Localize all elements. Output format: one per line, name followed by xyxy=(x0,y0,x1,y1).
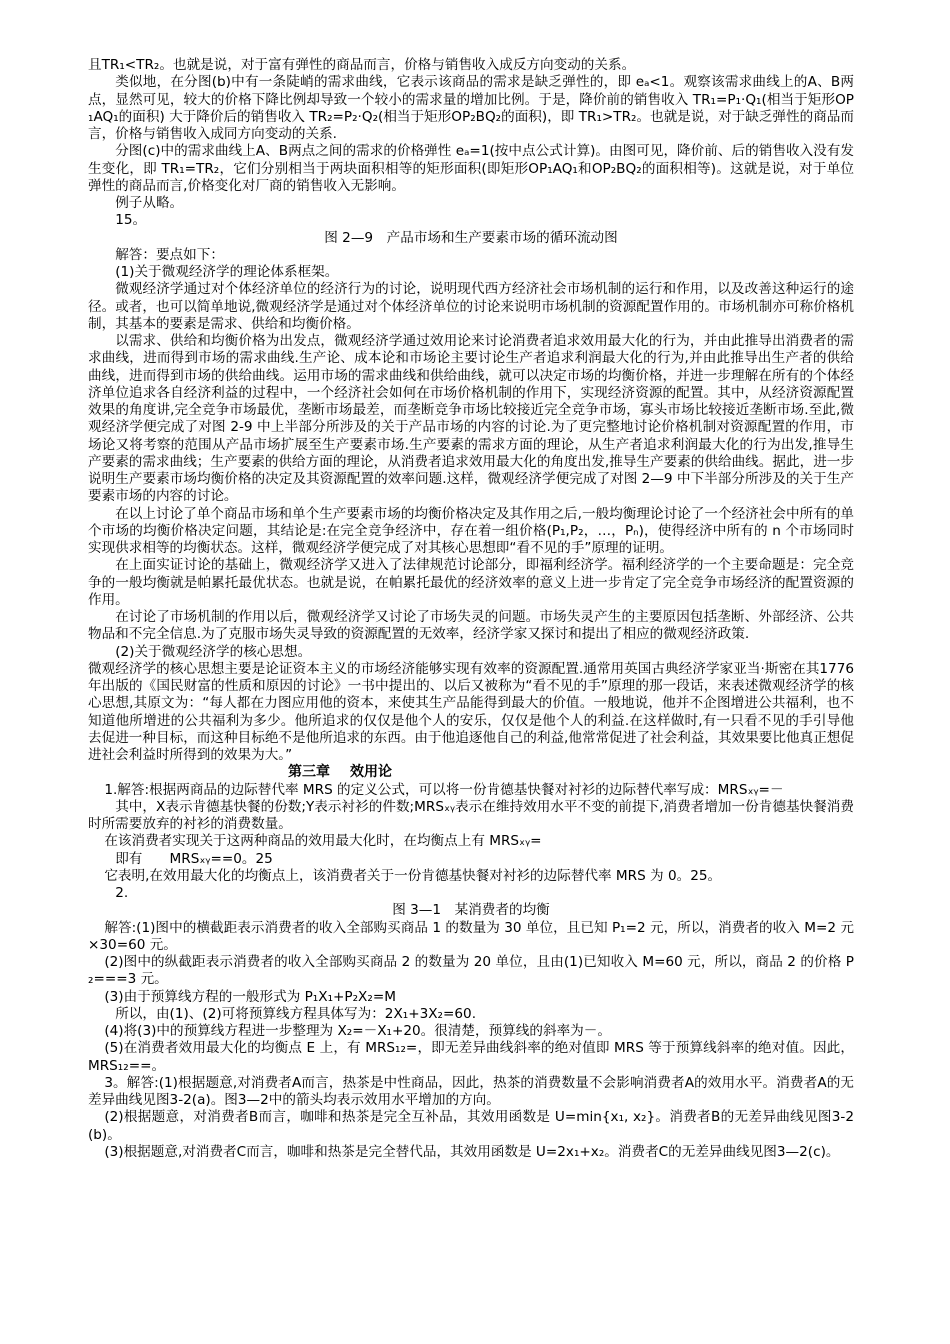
section-heading: (1)关于微观经济学的理论体系框架。 xyxy=(115,264,339,280)
paragraph: 3。解答:(1)根据题意,对消费者A而言，热茶是中性商品，因此，热茶的消费数量不会影响消费者A的效用水平。消费者A的无差异曲线见图3-2(a)。图3—2中的箭头均表示效用水平增加的方向。 xyxy=(88,1074,854,1108)
paragraph: (3)根据题意,对消费者C而言，咖啡和热茶是完全替代品，其效用函数是 U=2x₁+x₂。消费者C的无差异曲线见图3—2(c)。 xyxy=(104,1143,840,1160)
chapter-heading xyxy=(88,764,854,781)
paragraph: (2)图中的纵截距表示消费者的收入全部购买商品 2 的数量为 20 单位，且由(1)已知收入 M=60 元，所以，商品 2 的价格 P₂===3 元。 xyxy=(88,954,854,988)
chapter-number: 第三章 xyxy=(288,764,330,781)
paragraph: 微观经济学通过对个体经济单位的经济行为的讨论，说明现代西方经济社会市场机制的运行和作用，以及改善这种运行的途径。或者，也可以简单地说,微观经济学是通过对个体经济单位的讨论来说明市场机制的资源配置作用的。市场机制亦可称价格机制，其基本的要素是需求、供给和均衡价格。 xyxy=(88,281,854,332)
section-heading: (2)关于微观经济学的核心思想。 xyxy=(115,643,312,660)
paragraph: 解答:(1)图中的横截距表示消费者的收入全部购买商品 1 的数量为 30 单位，且已知 P₁=2 元，所以，消费者的收入 M=2 元×30=60 元。 xyxy=(88,919,854,953)
paragraph: 以需求、供给和均衡价格为出发点，微观经济学通过效用论来讨论消费者追求效用最大化的行为，并由此推导出消费者的需求曲线，进而得到市场的需求曲线.生产论、成本论和市场论主要讨论生产者追求利润最大化的行为,并由此推导出生产者的供给曲线，进而得到市场的供给曲线。运用市场的需求曲线和供给曲线，就可以决定市场的均衡价格，并进一步理解在所有的个体经济单位追求各自经济利益的过程中，一个经济社会如何在市场价格机制的作用下，实现经济资源的配置。其中，从经济资源配置效果的角度讲,完全竞争市场最优，垄断市场最差，而垄断竞争市场比较接近完全竞争市场，寡头市场比较接近垄断市场.至此,微观经济学便完成了对图 2-9 中上半部分所涉及的关于产品市场的内容的讨论.为了更完整地讨论价格机制对资源配置的作用，市场论又将考察的范围从产品市场扩展至生产要素市场.生产要素的需求方面的理论，从生产者追求利润最大化的行为出发,推导生产要素的需求曲线；生产要素的供给方面的理论，从消费者追求效用最大化的角度出发,推导生产要素的供给曲线。据此，进一步说明生产要素市场均衡价格的决定及其资源配置的效率问题.这样，微观经济学便完成了对图 2—9 中下半部分所涉及的关于生产要素市场的内容的讨论。 xyxy=(88,333,854,505)
paragraph: 它表明,在效用最大化的均衡点上，该消费者关于一份肯德基快餐对衬衫的边际替代率 MRS 为 0。25。 xyxy=(104,867,722,884)
figure-caption: 图 3—1 某消费者的均衡 xyxy=(392,902,550,919)
paragraph: (2)根据题意，对消费者B而言，咖啡和热茶是完全互补品，其效用函数是 U=min{x₁, x₂}。消费者B的无差异曲线见图3-2(b)。 xyxy=(88,1109,854,1143)
paragraph: 1.解答:根据两商品的边际替代率 MRS 的定义公式，可以将一份肯德基快餐对衬衫的边际替代率写成：MRSₓᵧ=－ xyxy=(104,781,784,798)
paragraph: 且TR₁<TR₂。也就是说，对于富有弹性的商品而言，价格与销售收入成反方向变动的关系。 xyxy=(88,57,636,73)
paragraph: 2. xyxy=(115,885,129,901)
paragraph: 即有 MRSₓᵧ==0。25 xyxy=(115,850,273,867)
document-body xyxy=(88,0,854,1161)
paragraph: 在上面实证讨论的基础上，微观经济学又进入了法律规范讨论部分，即福利经济学。福利经济学的一个主要命题是：完全竞争的一般均衡就是帕累托最优状态。也就是说，在帕累托最优的经济效率的意义上进一步肯定了完全竞争市场经济的配置资源的作用。 xyxy=(88,557,854,608)
paragraph: 微观经济学的核心思想主要是论证资本主义的市场经济能够实现有效率的资源配置.通常用英国古典经济学家亚当·斯密在其1776年出版的《国民财富的性质和原因的讨论》一书中提出的、以后又被称为“看不见的手”原理的那一段话，来表述微观经济学的核心思想,其原文为：“每人都在力图应用他的资本，来使其生产品能得到最大的价值。一般地说，他并不企图增进公共福利，也不知道他所增进的公共福利为多少。他所追求的仅仅是他个人的安乐，仅仅是他个人的利益.在这样做时,有一只看不见的手引导他去促进一种目标，而这种目标绝不是他所追求的东西。由于他追逐他自己的利益,他常常促进了社会利益，其效果要比他真正想促进社会利益时所得到的效果为大。” xyxy=(88,660,854,763)
paragraph: 例子从略。 xyxy=(115,195,184,211)
paragraph: 类似地，在分图(b)中有一条陡峭的需求曲线，它表示该商品的需求是缺乏弹性的，即 eₐ<1。观察该需求曲线上的A、B两点，显然可见，较大的价格下降比例却导致一个较小的需求量的增加比例。于是，降价前的销售收入 TR₁=P₁·Q₁(相当于矩形OP₁AQ₁的面积) 大于降价后的销售收入 TR₂=P₂·Q₂(相当于矩形OP₂BQ₂的面积)，即 TR₁>TR₂。也就是说，对于缺乏弹性的商品而言，价格与销售收入成同方向变动的关系. xyxy=(88,74,854,142)
paragraph: 在该消费者实现关于这两种商品的效用最大化时，在均衡点上有 MRSₓᵧ= xyxy=(104,833,542,850)
paragraph: 分图(c)中的需求曲线上A、B两点之间的需求的价格弹性 eₐ=1(按中点公式计算)。由图可见，降价前、后的销售收入没有发生变化，即 TR₁=TR₂，它们分别相当于两块面积相等的矩形面积(即矩形OP₁AQ₁和OP₂BQ₂的面积相等)。这就是说，对于单位弹性的商品而言,价格变化对厂商的销售收入无影响。 xyxy=(88,143,854,194)
paragraph: (4)将(3)中的预算线方程进一步整理为 X₂=－X₁+20。很清楚，预算线的斜率为－。 xyxy=(104,1023,611,1039)
paragraph: 解答：要点如下： xyxy=(115,246,224,263)
figure-caption: 图 2—9 产品市场和生产要素市场的循环流动图 xyxy=(324,229,618,246)
paragraph: 其中，X表示肯德基快餐的份数;Y表示衬衫的件数;MRSₓᵧ表示在维持效用水平不变的前提下,消费者增加一份肯德基快餐消费时所需要放弃的衬衫的消费数量。 xyxy=(88,798,854,832)
paragraph: 15。 xyxy=(115,212,147,229)
paragraph: 所以，由(1)、(2)可将预算线方程具体写为：2X₁+3X₂=60. xyxy=(115,1005,477,1022)
paragraph: 在讨论了市场机制的作用以后，微观经济学又讨论了市场失灵的问题。市场失灵产生的主要原因包括垄断、外部经济、公共物品和不完全信息.为了克服市场失灵导致的资源配置的无效率，经济学家又探讨和提出了相应的微观经济政策. xyxy=(88,609,854,643)
paragraph: 在以上讨论了单个商品市场和单个生产要素市场的均衡价格决定及其作用之后,一般均衡理论讨论了一个经济社会中所有的单个市场的均衡价格决定问题，其结论是:在完全竞争经济中，存在着一组价格(P₁,P₂，…，Pₙ)，使得经济中所有的 n 个市场同时实现供求相等的均衡状态。这样，微观经济学便完成了对其核心思想即“看不见的手”原理的证明。 xyxy=(88,505,854,556)
paragraph: (5)在消费者效用最大化的均衡点 E 上，有 MRS₁₂=，即无差异曲线斜率的绝对值即 MRS 等于预算线斜率的绝对值。因此，MRS₁₂==。 xyxy=(88,1040,854,1074)
paragraph: (3)由于预算线方程的一般形式为 P₁X₁+P₂X₂=M xyxy=(104,988,396,1005)
chapter-title: 效用论 xyxy=(350,764,392,781)
